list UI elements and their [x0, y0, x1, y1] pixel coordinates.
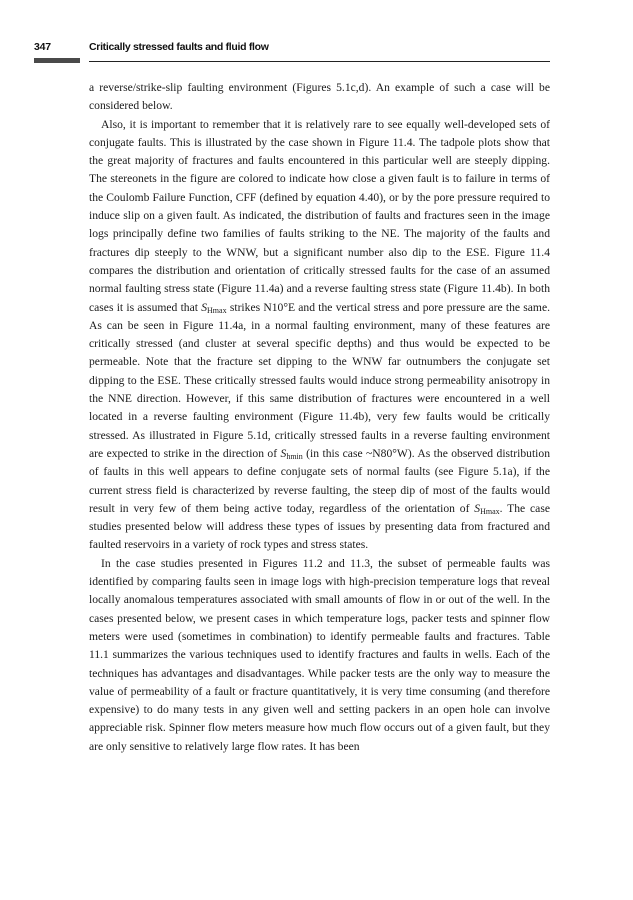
paragraph-2-part-3: (in this case ~N80°W). As the observed distribution of faults in this well appears to define conjugate sets of normal faults (see Figure 5.1a), if the current stress field is characterized by reverse faulting, the steep dip of most of the faults would result in very few of them being active today, regardless of the orientation of — [89, 446, 550, 515]
header-rule-thick — [34, 58, 80, 63]
paragraph-3: In the case studies presented in Figures 11.2 and 11.3, the subset of permeable faults was identified by comparing faults seen in image logs with high-precision temperature logs that reveal locally anomalous temperatures associated with small amounts of flow in or out of the well. In the cases presented below, we present cases in which temperature logs, packer tests and spinner flow meters were used (sometimes in combination) to identify permeable faults and fractures. Table 11.1 summarizes the various techniques used to identify fractures and faults in wells. Each of the techniques has advantages and disadvantages. While packer tests are the only way to measure the value of permeability of a fault or fracture quantitatively, it is very time consuming (and therefore expensive) to do many tests in any given well and setting packers in an open hole can involve appreciable risk. Spinner flow meters measure how much flow occurs out of a given fault, but they are only sensitive to relatively large flow rates. It has been — [89, 556, 550, 753]
header-rule-thin — [89, 61, 550, 62]
paragraph-1: a reverse/strike-slip faulting environment (Figures 5.1c,d). An example of such a case will be considered below. — [89, 81, 550, 113]
shmin-symbol: $S_{hmin}$ — [280, 446, 303, 461]
paragraph-2-part-4: . The case studies presented below will address these types of issues by presenting data from fractured and faulted reservoirs in a variety of rock types and stress states. — [89, 501, 550, 552]
paragraph-2-part-1: Also, it is important to remember that it is relatively rare to see equally well-developed sets of conjugate faults. This is illustrated by the case shown in Figure 11.4. The tadpole plots show that the great majority of fractures and faults encountered in this particular well are steeply dipping. The stereonets in the figure are colored to indicate how close a given fault is to failure in terms of the Coulomb Failure Function, CFF (defined by equation 4.40), or by the pore pressure required to induce slip on a given fault. As indicated, the distribution of faults and fractures seen in the image logs principally define two families of faults striking to the NE. The majority of the faults and fractures dip steeply to the WNW, but a significant number also dip to the ESE. Figure 11.4 compares the distribution and orientation of critically stressed faults for the case of an assumed normal faulting stress state (Figure 11.4a) and a reverse faulting stress state (Figure 11.4b). In both cases it is assumed that — [89, 117, 550, 314]
paragraph-2 — [89, 116, 550, 555]
paragraph-2-part-2: strikes N10°E and the vertical stress and pore pressure are the same. As can be seen in Figure 11.4a, in a normal faulting environment, many of these features are critically stressed (and cluster at several specific depths) and thus would be expected to be permeable. Note that the fracture set dipping to the WNW far outnumbers the conjugate set dipping to the ESE. These critically stressed faults would induce strong permeability anisotropy in the NNE direction. However, if this same distribution of fractures were encountered in a well located in a reverse faulting environment (Figure 11.4b), very few faults would be critically stressed. As illustrated in Figure 5.1d, critically stressed faults in a reverse faulting environment are expected to strike in the direction of — [89, 300, 550, 460]
shmax-symbol: $S_{Hmax}$ — [201, 300, 227, 315]
shmax-symbol: $S_{Hmax}$ — [474, 501, 500, 516]
body-text — [89, 79, 550, 756]
running-title: Critically stressed faults and fluid flow — [89, 41, 269, 53]
page-number: 347 — [34, 41, 51, 53]
